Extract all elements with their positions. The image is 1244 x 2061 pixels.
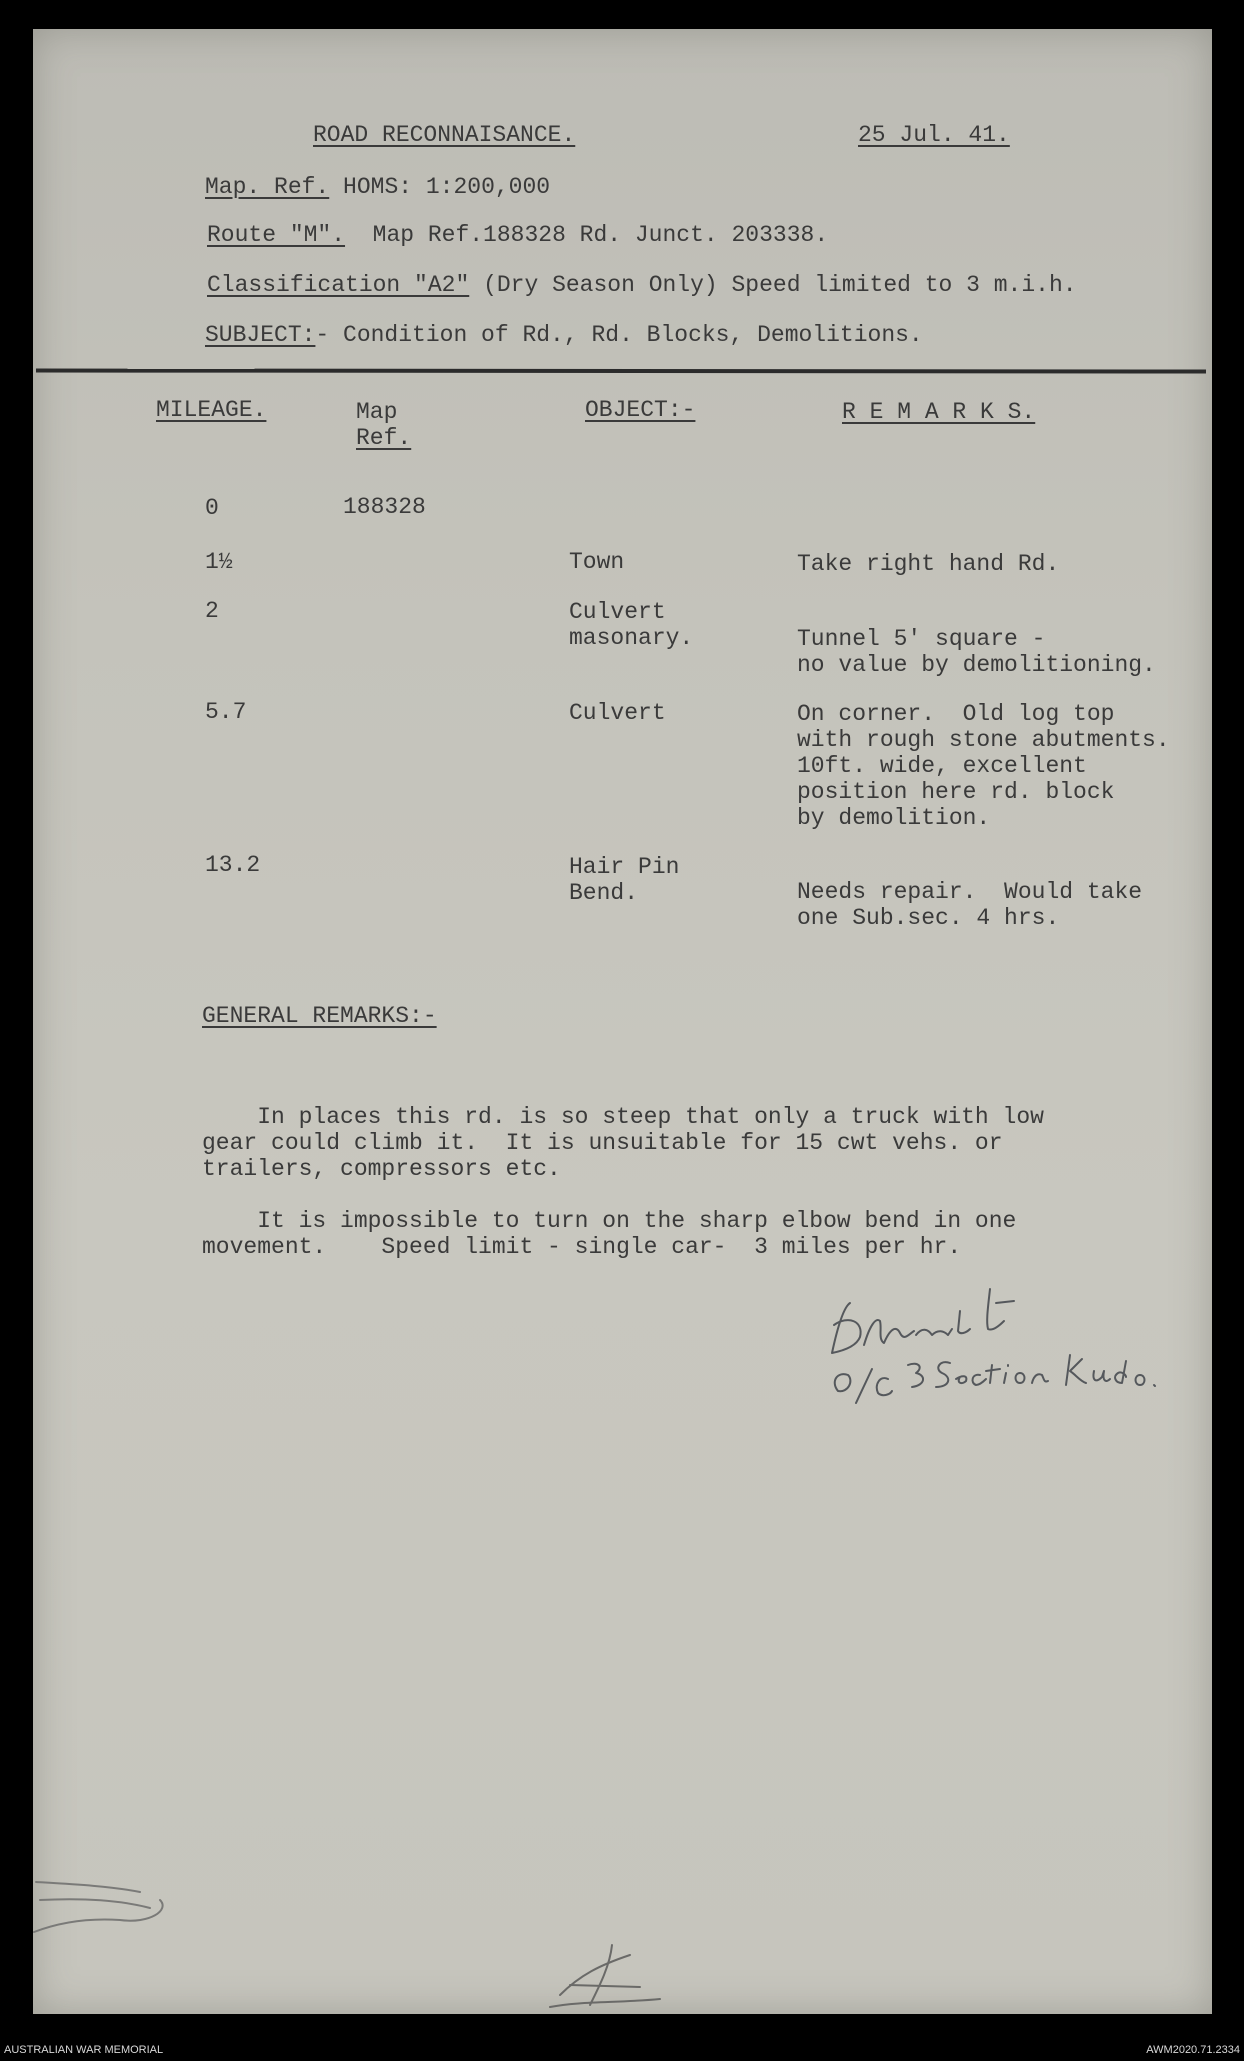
table-row-remarks: On corner. Old log top with rough stone abutments. 10ft. wide, excellent position here rd. block by demolition.: [797, 701, 1170, 831]
column-header-map-ref-line2: Ref.: [356, 425, 412, 451]
column-header-object: OBJECT:-: [585, 397, 696, 423]
general-remarks-heading: GENERAL REMARKS:-: [202, 1003, 437, 1029]
route-line: [207, 222, 828, 248]
map-ref-label: Map. Ref.: [205, 174, 330, 200]
column-header-mileage: MILEAGE.: [156, 397, 267, 423]
document-title: ROAD RECONNAISANCE.: [313, 122, 576, 148]
table-row-object: Town: [569, 549, 625, 575]
column-header-remarks: R E M A R K S.: [842, 399, 1036, 425]
table-row-mileage: 13.2: [205, 852, 261, 878]
pencil-scribble: [30, 1870, 180, 1960]
general-remarks-paragraph-1: In places this rd. is so steep that only a truck with low gear could climb it. It is unsuitable for 15 cwt vehs. or trailers, compressors etc.: [202, 1104, 1044, 1182]
table-row-mileage: 5.7: [205, 699, 247, 725]
classification-label: Classification "A2": [207, 272, 470, 298]
handwritten-signature: [820, 1285, 1190, 1415]
classification-value: (Dry Season Only) Speed limited to 3 m.i.h.: [483, 272, 1077, 298]
table-row-remarks: Tunnel 5' square - no value by demolitioning.: [797, 626, 1156, 678]
classification-line: [207, 272, 1077, 298]
table-row-object: Culvert: [569, 700, 666, 726]
subject-label: SUBJECT:: [205, 322, 316, 348]
table-row-remarks: Needs repair. Would take one Sub.sec. 4 hrs.: [797, 879, 1143, 931]
table-row-remarks: Take right hand Rd.: [797, 551, 1060, 577]
table-row-mileage: 1½: [205, 549, 233, 575]
column-header-map-ref-line1: Map: [356, 399, 398, 425]
table-row-object: Hair Pin Bend.: [569, 854, 680, 906]
subject-value: - Condition of Rd., Rd. Blocks, Demolitions.: [315, 322, 923, 348]
document-date: 25 Jul. 41.: [858, 122, 1010, 148]
general-remarks-paragraph-2: It is impossible to turn on the sharp elbow bend in one movement. Speed limit - single car- 3 miles per hr.: [202, 1208, 1017, 1260]
table-row-mileage: 0: [205, 495, 219, 521]
map-ref-line: [205, 174, 550, 200]
footer-left: AUSTRALIAN WAR MEMORIAL: [4, 2044, 164, 2056]
route-label: Route "M".: [207, 222, 346, 248]
table-row-mileage: 2: [205, 598, 219, 624]
footer-right: AWM2020.71.2334: [1146, 2044, 1240, 2056]
table-row-map-ref: 188328: [343, 494, 426, 520]
pencil-mark: [540, 1915, 680, 2015]
map-ref-value: HOMS: 1:200,000: [343, 174, 551, 200]
table-row-object: Culvert masonary.: [569, 599, 694, 651]
subject-line: [205, 322, 923, 348]
route-value: Map Ref.188328 Rd. Junct. 203338.: [372, 222, 829, 248]
